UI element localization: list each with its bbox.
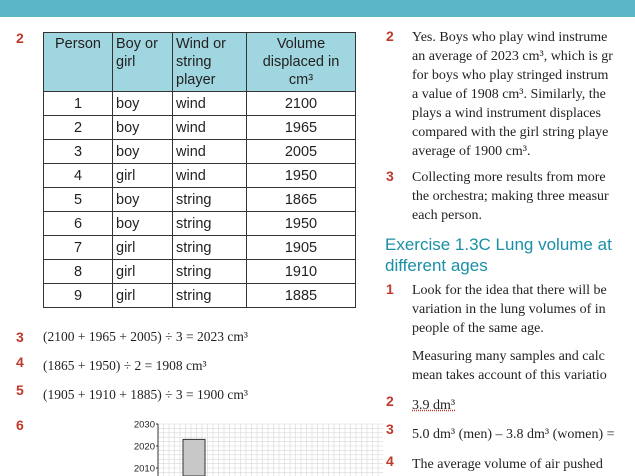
table-cell: string: [173, 188, 247, 212]
table-cell: girl: [113, 164, 173, 188]
table-cell: 2100: [247, 92, 356, 116]
table-cell: 9: [44, 284, 113, 308]
table-cell: 1950: [247, 212, 356, 236]
table-cell: boy: [113, 116, 173, 140]
table-cell: 6: [44, 212, 113, 236]
table-cell: 1865: [247, 188, 356, 212]
table-cell: wind: [173, 92, 247, 116]
calculation-line: (1865 + 1950) ÷ 2 = 1908 cm³: [43, 358, 207, 373]
question-number: 2: [386, 28, 394, 44]
question-number: 6: [16, 417, 24, 433]
exercise-answer-3: 5.0 dm³ (men) – 3.8 dm³ (women) =: [412, 427, 615, 442]
table-cell: 1: [44, 92, 113, 116]
table-cell: 7: [44, 236, 113, 260]
table-cell: boy: [113, 212, 173, 236]
question-number: 4: [386, 453, 394, 469]
column-header-sex: Boy or girl: [113, 33, 173, 92]
table-cell: girl: [113, 236, 173, 260]
question-number: 1: [386, 281, 394, 297]
table-cell: 1965: [247, 116, 356, 140]
table-cell: 1905: [247, 236, 356, 260]
calculation-line: (1905 + 1910 + 1885) ÷ 3 = 1900 cm³: [43, 387, 248, 402]
column-header-volume: Volume displaced in cm³: [247, 33, 356, 92]
exercise-answer-4: The average volume of air pushed: [412, 457, 603, 472]
table-cell: 4: [44, 164, 113, 188]
question-number: 2: [386, 393, 394, 409]
table-row: [44, 92, 356, 116]
table-cell: boy: [113, 92, 173, 116]
question-number: 3: [386, 168, 394, 184]
answer-3-text: Collecting more results from more the orchestra; making three measur each person.: [412, 170, 609, 223]
table-cell: wind: [173, 164, 247, 188]
y-tick-label: 2030: [133, 419, 155, 431]
exercise-heading: Exercise 1.3C Lung volume at different ages: [385, 235, 612, 275]
column-header-instrument: Wind or string player: [173, 33, 247, 92]
table-cell: girl: [113, 284, 173, 308]
table-cell: 3: [44, 140, 113, 164]
calculation-line: (2100 + 1965 + 2005) ÷ 3 = 2023 cm³: [43, 329, 248, 344]
chart-bar: [183, 439, 205, 476]
table-cell: 1950: [247, 164, 356, 188]
table-cell: 2005: [247, 140, 356, 164]
table-row: [44, 284, 356, 308]
table-cell: boy: [113, 188, 173, 212]
bar-chart: [120, 412, 420, 476]
question-number: 2: [16, 30, 24, 46]
volume-table: [43, 32, 356, 308]
table-cell: 1910: [247, 260, 356, 284]
y-tick-label: 2010: [133, 463, 155, 475]
question-number: 5: [16, 382, 24, 398]
table-row: [44, 260, 356, 284]
question-number: 4: [16, 354, 24, 370]
table-cell: girl: [113, 260, 173, 284]
table-cell: 5: [44, 188, 113, 212]
answer-2-text: Yes. Boys who play wind instrume an average of 2023 cm³, which is gr for boys who play stringed instrum a value of 1908 cm³. Similarly, the plays a wind instrument displaces compared with the girl string playe average of 1900 cm³.: [412, 30, 613, 159]
table-cell: string: [173, 212, 247, 236]
exercise-answer-2: 3.9 dm³: [412, 398, 456, 413]
table-header-row: [44, 33, 356, 92]
table-cell: string: [173, 284, 247, 308]
column-header-person: Person: [44, 33, 113, 92]
table-row: [44, 188, 356, 212]
table-row: [44, 236, 356, 260]
exercise-answer-1: Look for the idea that there will be variation in the lung volumes of in people of the same age.: [412, 283, 607, 336]
table-row: [44, 116, 356, 140]
table-row: [44, 140, 356, 164]
exercise-answer-1-cont: Measuring many samples and calc mean takes account of this variatio: [412, 349, 607, 383]
table-cell: wind: [173, 140, 247, 164]
question-number: 3: [386, 421, 394, 437]
table-cell: 2: [44, 116, 113, 140]
y-tick-label: 2020: [133, 441, 155, 453]
table-cell: string: [173, 236, 247, 260]
table-row: [44, 212, 356, 236]
table-cell: boy: [113, 140, 173, 164]
table-cell: string: [173, 260, 247, 284]
table-row: [44, 164, 356, 188]
table-cell: 1885: [247, 284, 356, 308]
top-banner: [0, 0, 635, 17]
table-cell: 8: [44, 260, 113, 284]
table-cell: wind: [173, 116, 247, 140]
question-number: 3: [16, 329, 24, 345]
